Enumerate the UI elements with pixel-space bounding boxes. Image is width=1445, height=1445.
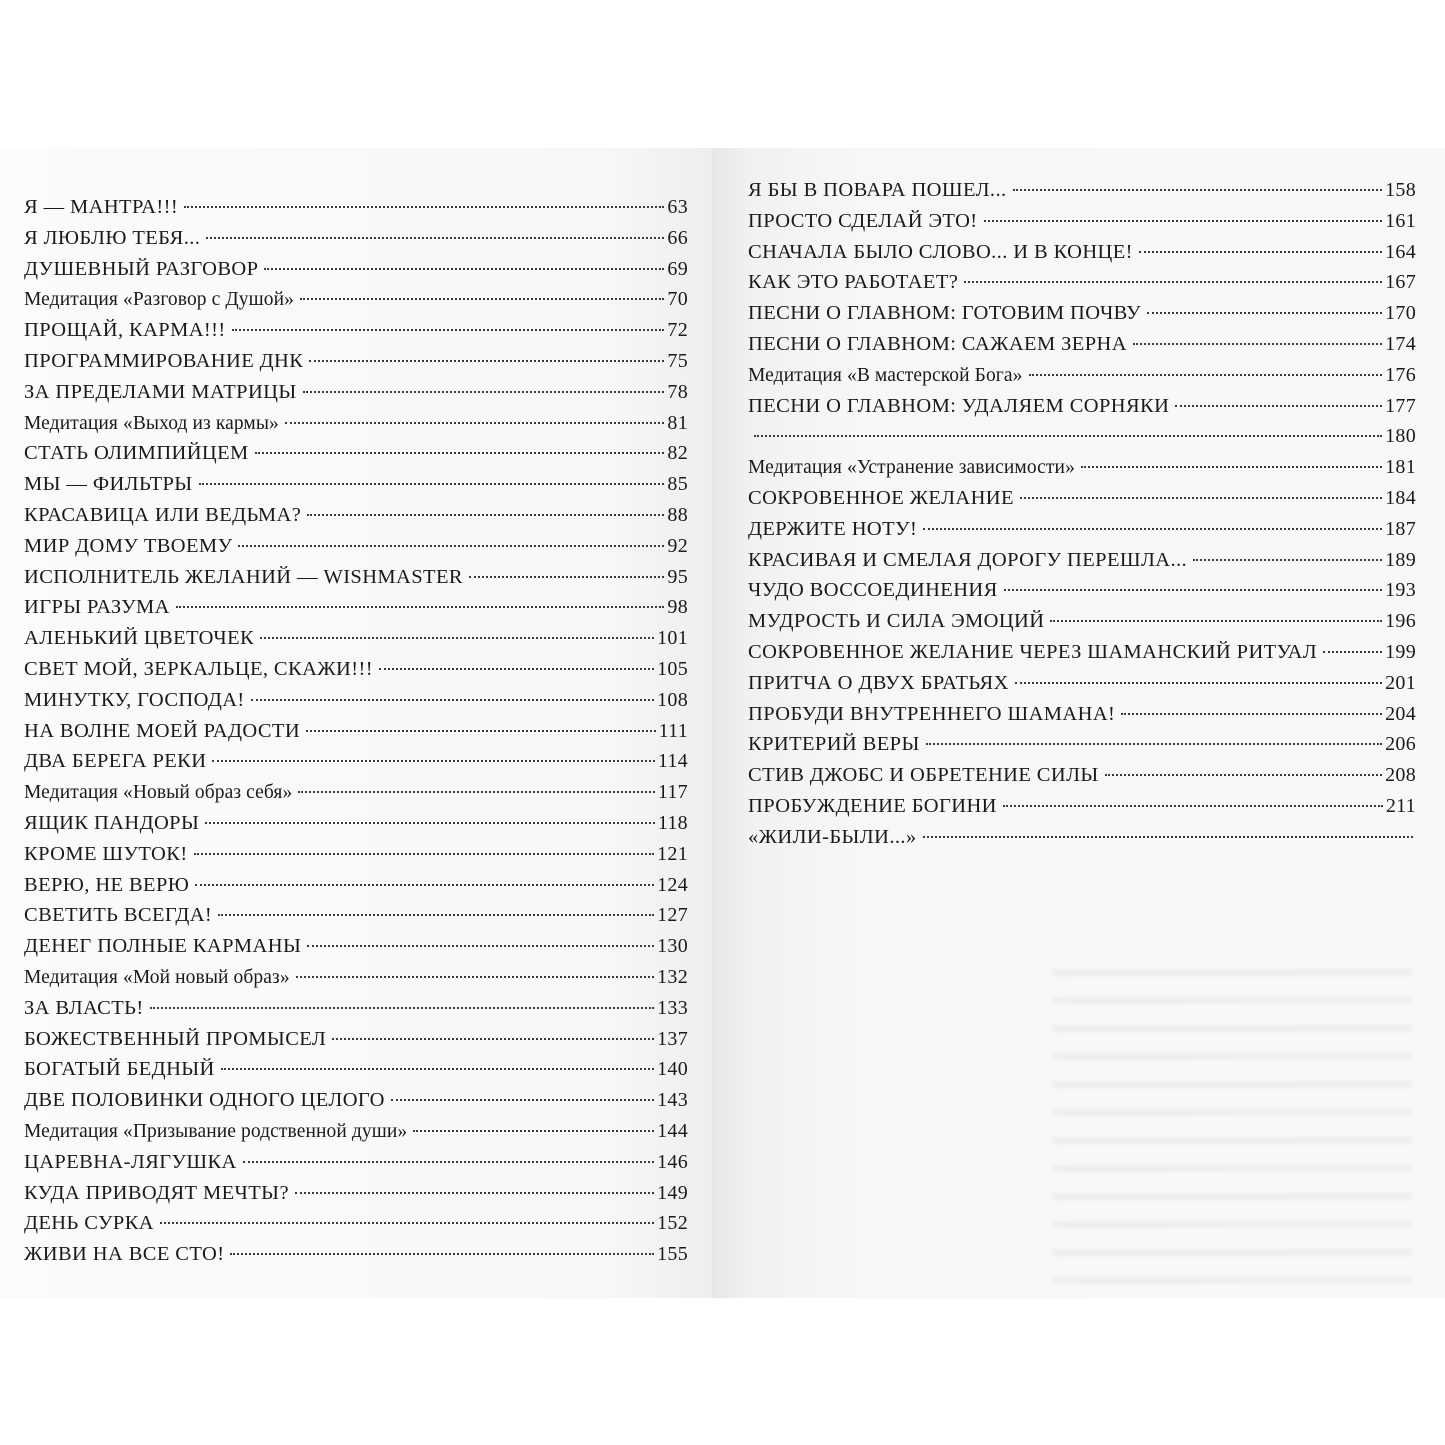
toc-entry-title: БОЖЕСТВЕННЫЙ ПРОМЫСЕЛ — [24, 1027, 327, 1050]
dot-leader — [1133, 343, 1382, 345]
dot-leader — [184, 206, 664, 208]
toc-entry-page-number: 63 — [667, 196, 688, 218]
dot-leader — [1175, 405, 1382, 407]
toc-entry-page-number: 155 — [657, 1243, 688, 1266]
toc-entry-page-number: 85 — [667, 473, 688, 496]
dot-leader — [1139, 251, 1382, 253]
toc-entry-page-number: 140 — [657, 1058, 688, 1081]
toc-entry — [24, 746, 688, 777]
toc-entry-page-number: 158 — [1385, 179, 1416, 201]
toc-entry-page-number: 187 — [1385, 517, 1416, 540]
dot-leader — [296, 976, 654, 978]
toc-entry-title: ВЕРЮ, НЕ ВЕРЮ — [24, 873, 190, 896]
dot-leader — [309, 360, 664, 362]
toc-entry — [24, 870, 688, 901]
toc-entry-page-number: 193 — [1385, 579, 1416, 602]
toc-entry-page-number: 167 — [1385, 271, 1416, 294]
toc-entry-title: МУДРОСТЬ И СИЛА ЭМОЦИЙ — [748, 610, 1045, 633]
dot-leader — [199, 483, 665, 485]
toc-entry-title: ДУШЕВНЫЙ РАЗГОВОР — [24, 257, 259, 280]
dot-leader — [1003, 805, 1383, 807]
toc-entry — [24, 408, 688, 439]
toc-entry-title: ЧУДО ВОССОЕДИНЕНИЯ — [748, 579, 998, 602]
toc-entry-title: Медитация «Устранение зависимости» — [748, 457, 1075, 479]
toc-entry-page-number: 164 — [1385, 240, 1416, 263]
toc-entry-title: ИГРЫ РАЗУМА — [24, 596, 170, 619]
toc-entry-title: КАК ЭТО РАБОТАЕТ? — [748, 271, 959, 294]
toc-entry-title: ПЕСНИ О ГЛАВНОМ: ГОТОВИМ ПОЧВУ — [748, 302, 1141, 325]
toc-entry-page-number: 204 — [1385, 702, 1416, 725]
toc-entry-page-number: 152 — [657, 1212, 688, 1235]
toc-entry-title: МЫ — ФИЛЬТРЫ — [24, 473, 193, 496]
dot-leader — [1004, 589, 1382, 591]
toc-entry-title: КРОМЕ ШУТОК! — [24, 842, 188, 865]
toc-entry-title: КРАСИВАЯ И СМЕЛАЯ ДОРОГУ ПЕРЕШЛА... — [748, 548, 1188, 571]
toc-entry — [24, 254, 688, 285]
toc-list-right — [748, 175, 1416, 853]
dot-leader — [469, 576, 664, 578]
toc-entry-title: Я — МАНТРА!!! — [24, 196, 179, 218]
toc-entry-title: СОКРОВЕННОЕ ЖЕЛАНИЕ — [748, 486, 1014, 509]
toc-entry — [24, 654, 688, 685]
toc-entry-page-number: 201 — [1385, 671, 1416, 694]
toc-entry — [24, 808, 688, 839]
toc-entry-title: «ЖИЛИ-БЫЛИ...» — [748, 825, 917, 848]
toc-entry-page-number: 118 — [657, 811, 688, 834]
toc-entry-page-number: 149 — [657, 1181, 688, 1204]
toc-entry-title: Медитация «Новый образ себя» — [24, 782, 293, 804]
toc-entry — [748, 606, 1416, 637]
toc-entry-page-number: 176 — [1385, 363, 1416, 386]
toc-entry-title: Я БЫ В ПОВАРА ПОШЕЛ... — [748, 179, 1007, 201]
dot-leader — [391, 1099, 654, 1101]
toc-entry-page-number: 196 — [1385, 610, 1416, 633]
toc-list-left — [24, 192, 688, 1270]
toc-entry — [24, 685, 688, 716]
toc-entry-page-number: 133 — [657, 996, 688, 1019]
toc-entry — [24, 592, 688, 623]
dot-leader — [379, 668, 654, 670]
toc-entry-page-number: 144 — [657, 1119, 688, 1142]
toc-entry-title: СОКРОВЕННОЕ ЖЕЛАНИЕ ЧЕРЕЗ ШАМАНСКИЙ РИТУАЛ — [748, 640, 1318, 663]
toc-entry-page-number: 146 — [657, 1150, 688, 1173]
toc-entry — [24, 1239, 688, 1270]
dot-leader — [1029, 374, 1383, 376]
toc-entry-title: ПРОСТО СДЕЛАЙ ЭТО! — [748, 209, 978, 232]
toc-entry-page-number: 108 — [657, 688, 688, 711]
toc-entry-title: ЖИВИ НА ВСЕ СТО! — [24, 1243, 225, 1266]
toc-entry-title: ДЕРЖИТЕ НОТУ! — [748, 517, 918, 540]
dot-leader — [1121, 713, 1382, 715]
toc-entry-page-number: 101 — [657, 627, 688, 650]
toc-entry — [748, 452, 1416, 483]
toc-entry-title: ПРОЩАЙ, КАРМА!!! — [24, 319, 226, 342]
toc-entry — [748, 267, 1416, 298]
toc-entry — [24, 192, 688, 223]
dot-leader — [1013, 189, 1383, 191]
toc-entry-title: Медитация «Выход из кармы» — [24, 412, 279, 434]
toc-entry — [24, 716, 688, 747]
dot-leader — [923, 528, 1382, 530]
left-page — [0, 148, 712, 1298]
toc-entry-title: СТАТЬ ОЛИМПИЙЦЕМ — [24, 442, 249, 465]
toc-entry — [748, 298, 1416, 329]
toc-entry-title: Медитация «Разговор с Душой» — [24, 289, 294, 311]
toc-entry-title: ЗА ПРЕДЕЛАМИ МАТРИЦЫ — [24, 380, 297, 403]
toc-entry-page-number: 184 — [1385, 486, 1416, 509]
toc-entry — [748, 329, 1416, 360]
toc-entry — [24, 1054, 688, 1085]
toc-entry-page-number: 181 — [1385, 456, 1416, 479]
toc-entry-page-number: 137 — [657, 1027, 688, 1050]
toc-entry-title: БОГАТЫЙ БЕДНЫЙ — [24, 1058, 215, 1081]
toc-entry — [748, 699, 1416, 730]
toc-entry-title: ЯЩИК ПАНДОРЫ — [24, 811, 200, 834]
toc-entry-title: Я ЛЮБЛЮ ТЕБЯ... — [24, 226, 201, 249]
toc-entry — [24, 993, 688, 1024]
dot-leader — [194, 853, 655, 855]
toc-entry — [24, 284, 688, 315]
toc-entry — [24, 777, 688, 808]
dot-leader — [1193, 559, 1382, 561]
toc-entry-title: Медитация «Мой новый образ» — [24, 966, 290, 988]
toc-entry-title: СВЕТ МОЙ, ЗЕРКАЛЬЦЕ, СКАЖИ!!! — [24, 657, 373, 680]
toc-entry-title: ПРОБУДИ ВНУТРЕННЕГО ШАМАНА! — [748, 702, 1116, 725]
toc-entry — [24, 346, 688, 377]
toc-entry-page-number: 66 — [667, 226, 688, 249]
dot-leader — [176, 606, 665, 608]
toc-entry-page-number: 78 — [667, 380, 688, 403]
toc-entry — [748, 514, 1416, 545]
dot-leader — [1050, 620, 1382, 622]
toc-entry-title: ПЕСНИ О ГЛАВНОМ: УДАЛЯЕМ СОРНЯКИ — [748, 394, 1170, 417]
toc-entry-title: ИСПОЛНИТЕЛЬ ЖЕЛАНИЙ — WISHMASTER — [24, 565, 463, 588]
dot-leader — [413, 1130, 654, 1132]
toc-entry-page-number: 124 — [657, 873, 688, 896]
toc-entry — [24, 931, 688, 962]
toc-entry — [24, 1178, 688, 1209]
toc-entry — [748, 421, 1416, 452]
dot-leader — [926, 743, 1382, 745]
toc-entry-page-number: 143 — [657, 1089, 688, 1112]
toc-entry-title: ЦАРЕВНА-ЛЯГУШКА — [24, 1150, 237, 1173]
dot-leader — [332, 1038, 654, 1040]
toc-entry-page-number: 98 — [667, 596, 688, 619]
dot-leader — [1323, 651, 1382, 653]
toc-entry — [24, 438, 688, 469]
toc-entry-page-number: 117 — [657, 781, 688, 804]
toc-entry — [748, 791, 1416, 822]
dot-leader — [206, 237, 664, 239]
toc-entry — [24, 1116, 688, 1147]
toc-entry-title: МИНУТКУ, ГОСПОДА! — [24, 688, 245, 711]
toc-entry — [748, 545, 1416, 576]
toc-entry-page-number: 69 — [667, 257, 688, 280]
toc-entry — [24, 500, 688, 531]
toc-entry — [24, 1085, 688, 1116]
toc-entry-title: КРИТЕРИЙ ВЕРЫ — [748, 733, 920, 756]
toc-entry — [748, 206, 1416, 237]
toc-entry — [24, 377, 688, 408]
dot-leader — [754, 435, 1382, 437]
toc-entry — [748, 729, 1416, 760]
dot-leader — [221, 1068, 654, 1070]
toc-entry — [24, 900, 688, 931]
dot-leader — [243, 1161, 654, 1163]
toc-entry — [748, 237, 1416, 268]
toc-entry-page-number: 130 — [657, 935, 688, 958]
dot-leader — [1105, 774, 1382, 776]
toc-entry-title: ДВА БЕРЕГА РЕКИ — [24, 750, 207, 773]
toc-entry-page-number: 180 — [1385, 425, 1416, 448]
toc-entry-page-number: 127 — [657, 904, 688, 927]
toc-entry-page-number: 75 — [667, 349, 688, 372]
dot-leader — [298, 791, 655, 793]
toc-entry — [24, 1147, 688, 1178]
dot-leader — [307, 514, 664, 516]
toc-entry-page-number: 189 — [1385, 548, 1416, 571]
dot-leader — [1081, 466, 1382, 468]
dot-leader — [255, 452, 665, 454]
dot-leader — [251, 699, 654, 701]
dot-leader — [1015, 682, 1382, 684]
toc-entry-title: Медитация «В мастерской Бога» — [748, 364, 1023, 386]
dot-leader — [964, 281, 1382, 283]
toc-entry-page-number: 92 — [667, 534, 688, 557]
toc-entry-page-number: 206 — [1385, 733, 1416, 756]
toc-entry — [748, 822, 1416, 853]
toc-entry — [748, 360, 1416, 391]
toc-entry-title: КРАСАВИЦА ИЛИ ВЕДЬМА? — [24, 503, 302, 526]
dot-leader — [285, 422, 664, 424]
dot-leader — [205, 822, 655, 824]
toc-entry — [24, 962, 688, 993]
toc-entry — [24, 223, 688, 254]
toc-entry-title: АЛЕНЬКИЙ ЦВЕТОЧЕК — [24, 627, 255, 650]
toc-entry-page-number: 174 — [1385, 332, 1416, 355]
toc-entry — [748, 760, 1416, 791]
toc-entry-title: ПРИТЧА О ДВУХ БРАТЬЯХ — [748, 671, 1009, 694]
toc-entry-page-number: 114 — [657, 750, 688, 773]
dot-leader — [232, 329, 665, 331]
toc-entry-title: НА ВОЛНЕ МОЕЙ РАДОСТИ — [24, 719, 301, 742]
dot-leader — [160, 1222, 654, 1224]
toc-entry-page-number: 121 — [657, 842, 688, 865]
toc-entry — [24, 1208, 688, 1239]
dot-leader — [984, 220, 1383, 222]
toc-entry — [24, 315, 688, 346]
dot-leader — [307, 945, 654, 947]
toc-entry-title: КУДА ПРИВОДЯТ МЕЧТЫ? — [24, 1181, 289, 1204]
toc-entry — [748, 575, 1416, 606]
toc-entry-title: ЗА ВЛАСТЬ! — [24, 996, 144, 1019]
toc-entry-title: МИР ДОМУ ТВОЕМУ — [24, 534, 233, 557]
dot-leader — [1147, 312, 1382, 314]
dot-leader — [923, 836, 1413, 838]
dot-leader — [1020, 497, 1382, 499]
dot-leader — [303, 391, 665, 393]
toc-entry-title: Медитация «Призывание родственной души» — [24, 1120, 408, 1142]
toc-entry — [24, 562, 688, 593]
toc-entry-title: СТИВ ДЖОБС И ОБРЕТЕНИЕ СИЛЫ — [748, 764, 1099, 787]
toc-entry-page-number: 82 — [667, 442, 688, 465]
dot-leader — [212, 760, 654, 762]
toc-entry — [748, 637, 1416, 668]
toc-entry-page-number: 95 — [667, 565, 688, 588]
dot-leader — [260, 637, 654, 639]
toc-entry-title: ПЕСНИ О ГЛАВНОМ: САЖАЕМ ЗЕРНА — [748, 332, 1127, 355]
toc-entry — [24, 839, 688, 870]
toc-entry-page-number: 170 — [1385, 302, 1416, 325]
toc-entry — [24, 1024, 688, 1055]
dot-leader — [306, 730, 656, 732]
toc-entry-title: СНАЧАЛА БЫЛО СЛОВО... И В КОНЦЕ! — [748, 240, 1133, 263]
toc-entry-title: ПРОБУЖДЕНИЕ БОГИНИ — [748, 794, 997, 817]
toc-entry-title: СВЕТИТЬ ВСЕГДА! — [24, 904, 213, 927]
toc-entry — [748, 175, 1416, 206]
dot-leader — [238, 545, 664, 547]
toc-entry-page-number: 211 — [1385, 794, 1416, 817]
right-page — [712, 148, 1445, 1298]
book-spread — [0, 148, 1445, 1298]
dot-leader — [150, 1007, 655, 1009]
toc-entry-title: ДЕНЬ СУРКА — [24, 1212, 155, 1235]
toc-entry — [748, 668, 1416, 699]
dot-leader — [218, 914, 654, 916]
dot-leader — [195, 884, 654, 886]
dot-leader — [300, 298, 664, 300]
toc-entry-title: ДЕНЕГ ПОЛНЫЕ КАРМАНЫ — [24, 935, 302, 958]
toc-entry — [24, 623, 688, 654]
toc-entry-page-number: 70 — [667, 288, 688, 311]
toc-entry-page-number: 111 — [658, 719, 688, 742]
toc-entry-page-number: 88 — [667, 503, 688, 526]
toc-entry — [748, 483, 1416, 514]
toc-entry-title: ДВЕ ПОЛОВИНКИ ОДНОГО ЦЕЛОГО — [24, 1089, 385, 1112]
dot-leader — [295, 1192, 654, 1194]
toc-entry — [748, 391, 1416, 422]
toc-entry-title: ПРОГРАММИРОВАНИЕ ДНК — [24, 349, 304, 372]
toc-entry-page-number: 199 — [1385, 640, 1416, 663]
toc-entry — [24, 531, 688, 562]
toc-entry-page-number: 81 — [667, 411, 688, 434]
toc-entry — [24, 469, 688, 500]
toc-entry-page-number: 208 — [1385, 764, 1416, 787]
toc-entry-page-number: 161 — [1385, 209, 1416, 232]
toc-entry-page-number: 105 — [657, 657, 688, 680]
toc-entry-page-number: 177 — [1385, 394, 1416, 417]
toc-entry-page-number: 132 — [657, 965, 688, 988]
dot-leader — [264, 268, 664, 270]
dot-leader — [230, 1253, 654, 1255]
bleed-through-text — [1052, 948, 1412, 1288]
toc-entry-page-number: 72 — [667, 319, 688, 342]
